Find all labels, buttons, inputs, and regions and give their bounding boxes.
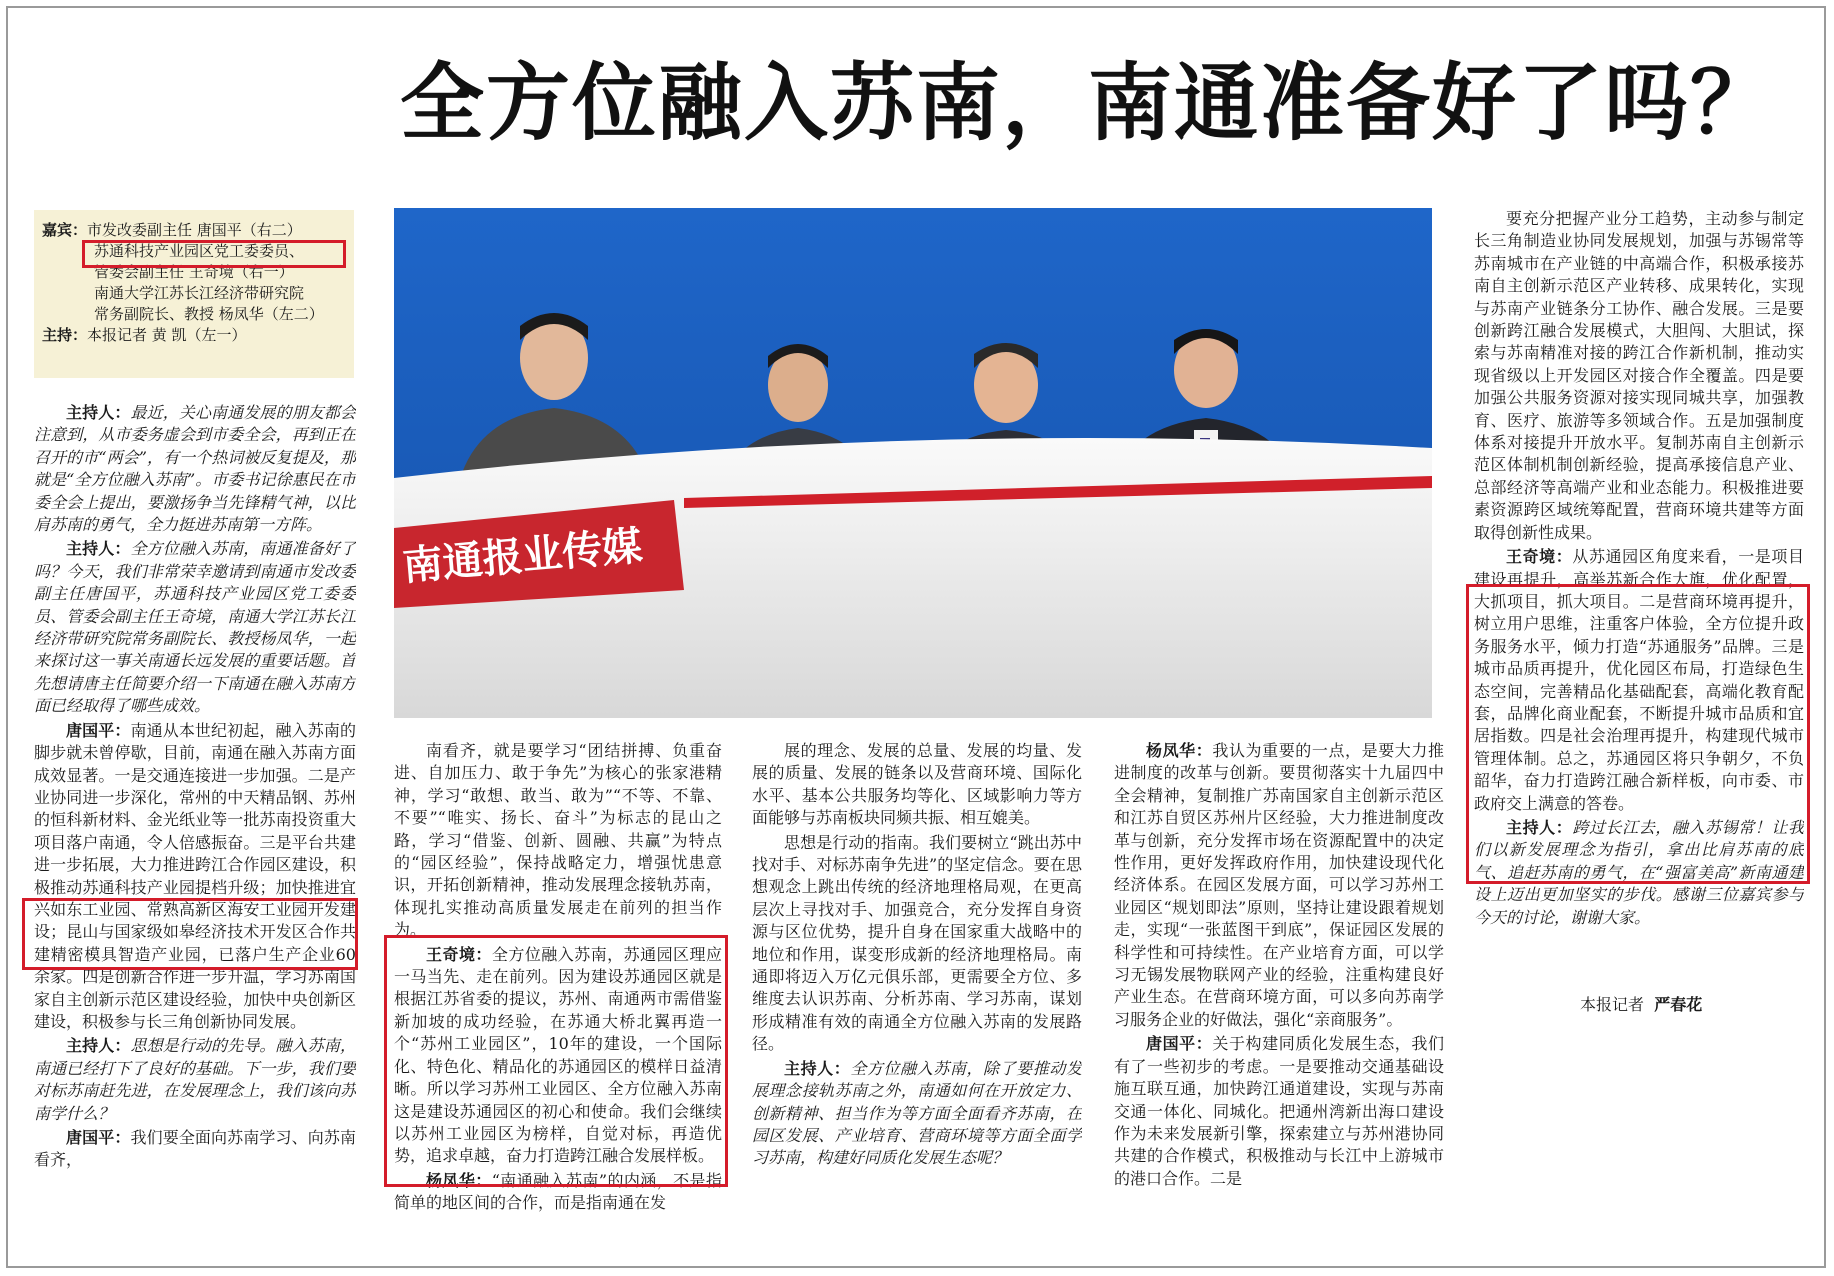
article-paragraph <box>752 1058 1082 1170</box>
byline-label: 本报记者 <box>1580 995 1645 1014</box>
paragraph-text: 我们要全面向苏南学习、向苏南看齐， <box>34 1128 356 1170</box>
guest-line: 常务副院长、教授 杨凤华（左二） <box>94 305 324 323</box>
guest-row <box>42 283 346 304</box>
guest-row <box>42 241 346 262</box>
article-paragraph <box>1474 546 1804 815</box>
photo-banner-text: 南通报业传媒 <box>400 523 644 590</box>
article-column-5 <box>1474 208 1804 988</box>
article-paragraph <box>1474 208 1804 544</box>
speaker-label: 王奇境： <box>426 944 492 964</box>
speaker-label: 杨凤华： <box>1146 741 1213 760</box>
guest-row <box>42 304 346 325</box>
paragraph-text: 全方位融入苏南，苏通园区理应一马当先、走在前列。因为建设苏通园区就是根据江苏省委的提议，苏州、南通两市需借鉴新加坡的成功经验，在苏通大桥北翼再造一个“苏州工业园区”，10年的建设，一个国际化、特色化、精品化的苏通园区的模样日益清晰。所以学习苏州工业园区、全方位融入苏南这是建设苏通园区的初心和使命。我们会继续以苏州工业园区为榜样，自觉对标，再造优势，追求卓越，奋力打造跨江融合发展样板。 <box>394 944 722 1166</box>
speaker-label: 主持人： <box>1506 817 1573 837</box>
speaker-label: 杨凤华： <box>426 1170 492 1190</box>
article-paragraph <box>1114 1033 1444 1190</box>
paragraph-text: 我认为重要的一点，是要大力推进制度的改革与创新。要贯彻落实十九届四中全会精神，复制推广苏南国家自主创新示范区和江苏自贸区苏州片区经验，大力推进制度改革与创新，充分发挥市场在资源配置中的决定性作用，更好发挥政府作用，加快建设现代化经济体系。在园区发展方面，可以学习苏州工业园区“规划即法”原则，坚持让建设跟着规划走，实现“一张蓝图干到底”，保证园区发展的科学性和可持续性。在产业培育方面，可以学习无锡发展物联网产业的经验，注重构建良好产业生态。在营商环境方面，可以多向苏南学习服务企业的好做法，强化“亲商服务”。 <box>1114 741 1444 1029</box>
article-paragraph <box>394 740 722 942</box>
host-row <box>42 325 346 346</box>
article-paragraph <box>394 944 722 1168</box>
studio-photo-graphic <box>394 208 1432 718</box>
article-paragraph <box>34 1127 356 1172</box>
speaker-label: 主持人： <box>66 539 131 559</box>
host-line: 本报记者 黄 凯（左一） <box>87 326 247 344</box>
paragraph-text: 要充分把握产业分工趋势，主动参与制定长三角制造业协同发展规划，加强与苏锡常等苏南城市在产业链的中高端合作，积极承接苏南自主创新示范区产业转移、成果转化，实现与苏南产业链条分工协作、融合发展。三是要创新跨江融合发展模式，大胆闯、大胆试，探索与苏南精准对接的跨江合作新机制，推动实现省级以上开发园区对接合作全覆盖。四是要加强公共服务资源对接实现同城共享，加强教育、医疗、旅游等多领域合作。五是加强制度体系对接提升开放水平。复制苏南自主创新示范区体制机制创新经验，提高承接信息产业、总部经济等高端产业和业态能力。积极推进要素资源跨区域统筹配置，营商环境共建等方面取得创新性成果。 <box>1474 209 1804 542</box>
guest-line: 南通大学江苏长江经济带研究院 <box>94 284 305 302</box>
paragraph-text: 跨过长江去，融入苏锡常！让我们以新发展理念为指引，拿出比肩苏南的底气、追赶苏南的勇气，在“强富美高”新南通建设上迈出更加坚实的步伐。感谢三位嘉宾参与今天的讨论，谢谢大家。 <box>1474 817 1804 927</box>
guest-info-box <box>34 210 354 378</box>
guest-label: 嘉宾： <box>42 221 88 239</box>
paragraph-text: 全方位融入苏南，除了要推动发展理念接轨苏南之外，南通如何在开放定力、创新精神、担当作为等方面全面看齐苏南，在园区发展、产业培育、营商环境等方面全面学习苏南，构建好同质化发展生态呢？ <box>752 1058 1082 1168</box>
paragraph-text: 思想是行动的指南。我们要树立“跳出苏中找对手、对标苏南争先进”的坚定信念。要在思想观念上跳出传统的经济地理格局观，在更高层次上寻找对手、加强竞合，充分发挥自身资源与区位优势，提升自身在国家重大战略中的地位和作用，谋变形成新的经济地理格局。南通即将迈入万亿元俱乐部，更需要全方位、多维度去认识苏南、分析苏南、学习苏南，谋划形成精准有效的南通全方位融入苏南的发展路径。 <box>752 832 1082 1054</box>
article-column-4 <box>1114 740 1444 1240</box>
paragraph-text: 最近，关心南通发展的朋友都会注意到，从市委务虚会到市委全会，再到正在召开的市“两会”，有一个热词被反复提及，那就是“全方位融入苏南”。市委书记徐惠民在市委全会上提出，要激扬争当先锋精气神，以比肩苏南的勇气，全力挺进苏南第一方阵。 <box>34 403 356 535</box>
host-label: 主持： <box>42 326 88 344</box>
headline: 全方位融入苏南，南通准备好了吗？ <box>400 54 1777 152</box>
article-paragraph <box>34 402 356 536</box>
guest-line: 市发改委副主任 唐国平（右二） <box>87 221 302 239</box>
article-paragraph <box>394 1170 722 1215</box>
byline-name: 严春花 <box>1654 995 1703 1014</box>
speaker-label: 王奇境： <box>1506 547 1573 567</box>
guest-row <box>42 262 346 283</box>
paragraph-text: 全方位融入苏南，南通准备好了吗？今天，我们非常荣幸邀请到南通市发改委副主任唐国平，苏通科技产业园区党工委委员、管委会副主任王奇境，南通大学江苏长江经济带研究院常务副院长、教授杨凤华，一起来探讨这一事关南通长远发展的重要话题。首先想请唐主任简要介绍一下南通在融入苏南方面已经取得了哪些成效。 <box>34 539 356 716</box>
article-paragraph <box>34 1035 356 1125</box>
speaker-label: 唐国平： <box>66 1128 131 1147</box>
paragraph-text: 展的理念、发展的总量、发展的均量、发展的质量、发展的链条以及营商环境、国际化水平、基本公共服务均等化、区域影响力等方面能够与苏南板块同频共振、相互媲美。 <box>752 741 1082 828</box>
article-paragraph <box>34 720 356 1034</box>
paragraph-text: 关于构建同质化发展生态，我们有了一些初步的考虑。一是要推动交通基础设施互联互通，加快跨江通道建设，实现与苏南交通一体化、同城化。把通州湾新出海口建设作为未来发展新引擎，探索建立与苏州港协同共建的合作模式，积极推动与长江中上游城市的港口合作。二是 <box>1114 1034 1444 1188</box>
paragraph-text: 从苏通园区角度来看，一是项目建设再提升，高举苏新合作大旗，优化配置，大抓项目，抓大项目。二是营商环境再提升，树立用户思维，注重客户体验，全方位提升政务服务水平，倾力打造“苏通服务”品牌。三是城市品质再提升，优化园区布局，打造绿色生态空间，完善精品化基础配套，高端化教育配套，品牌化商业配套，不断提升城市品质和宜居指数。四是社会治理再提升，构建现代城市管理体制。总之，苏通园区将只争朝夕，不负韶华，奋力打造跨江融合新样板，向市委、市政府交上满意的答卷。 <box>1474 547 1804 813</box>
guest-row <box>42 220 346 241</box>
article-column-1 <box>34 402 356 1242</box>
article-column-2 <box>394 740 722 1240</box>
speaker-label: 唐国平： <box>1146 1034 1213 1054</box>
article-paragraph <box>752 740 1082 830</box>
studio-photo <box>394 208 1432 718</box>
guest-line: 管委会副主任 王奇境（右一） <box>94 263 294 281</box>
byline <box>1580 992 1702 1015</box>
guest-line: 苏通科技产业园区党工委委员、 <box>94 242 305 260</box>
speaker-label: 主持人： <box>784 1058 851 1078</box>
paragraph-text: “南通融入苏南”的内涵，不是指简单的地区间的合作，而是指南通在发 <box>394 1170 722 1213</box>
paragraph-text: 思想是行动的先导。融入苏南，南通已经打下了良好的基础。下一步，我们要对标苏南赶先进，在发展理念上，我们该向苏南学什么？ <box>34 1036 356 1123</box>
article-paragraph <box>752 832 1082 1056</box>
paragraph-text: 南通从本世纪初起，融入苏南的脚步就未曾停歇，目前，南通在融入苏南方面成效显著。一是交通连接进一步加强。二是产业协同进一步深化，常州的中天精品钢、苏州的恒科新材料、金光纸业等一批苏南投资重大项目落户南通，令人倍感振奋。三是平台共建进一步拓展，大力推进跨江合作园区建设，积极推动苏通科技产业园提档升级；加快推进宜兴如东工业园、常熟高新区海安工业园开发建设；昆山与国家级如皋经济技术开发区合作共建精密模具智造产业园，已落户生产企业60余家。四是创新合作进一步升温，学习苏南国家自主创新示范区建设经验，加快中央创新区建设，积极参与长三角创新协同发展。 <box>34 720 356 1031</box>
article-column-3 <box>752 740 1082 1240</box>
article-paragraph <box>1474 817 1804 929</box>
speaker-label: 唐国平： <box>66 720 131 740</box>
article-paragraph <box>1114 740 1444 1031</box>
article-paragraph <box>34 538 356 717</box>
speaker-label: 主持人： <box>66 1036 131 1056</box>
paragraph-text: 南看齐，就是要学习“团结拼搏、负重奋进、自加压力、敢于争先”为核心的张家港精神，学习“敢想、敢当、敢为”“不等、不靠、不要”“唯实、扬长、奋斗”为标志的昆山之路，学习“借鉴、创新、圆融、共赢”为特点的“园区经验”，保持战略定力，增强忧患意识，开拓创新精神，推动发展理念接轨苏南，体现扎实推动高质量发展走在前列的担当作为。 <box>394 741 722 940</box>
speaker-label: 主持人： <box>66 403 131 422</box>
